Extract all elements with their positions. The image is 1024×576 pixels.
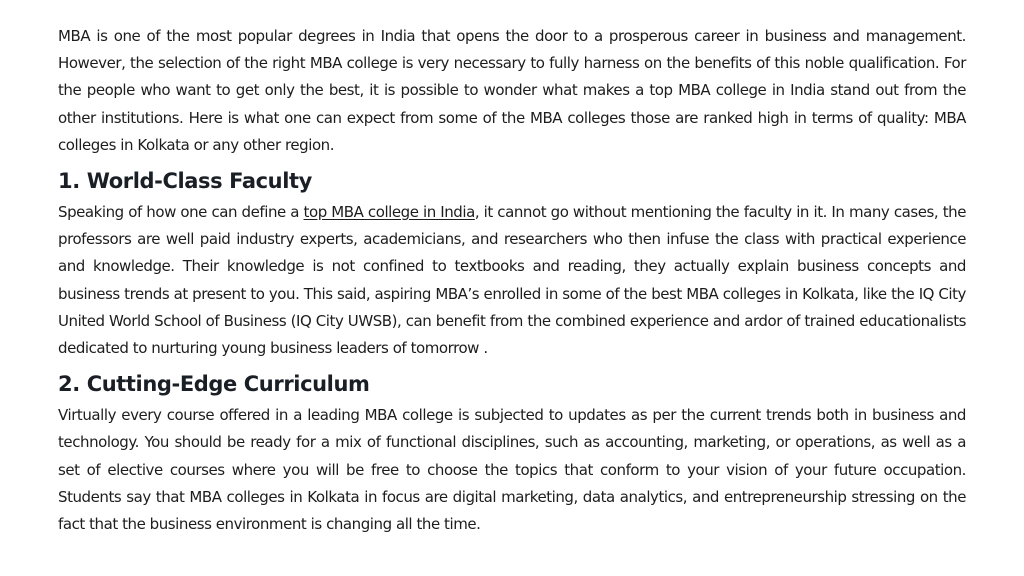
faculty-text-before-link: Speaking of how one can define a: [58, 203, 304, 222]
top-mba-college-link[interactable]: top MBA college in India: [303, 203, 475, 222]
faculty-text-after-link: , it cannot go without mentioning the faculty in it. In many cases, the professors are well paid industry experts, academicians, and researchers who then infuse the class with practical experience and knowledge. Their knowledge is not confined to textbooks and reading, they actually explain business concepts and business trends at present to you. This said, aspiring MBA’s enrolled in some of the best MBA colleges in Kolkata, like the IQ City United World School of Business (IQ City UWSB), can benefit from the combined experience and ardor of trained educationalists dedicated to nurturing young business leaders of tomorrow .: [58, 203, 966, 358]
curriculum-paragraph: Virtually every course offered in a leading MBA college is subjected to updates as per the current trends both in business and technology. You should be ready for a mix of functional disciplines, such as accounting, marketing, or operations, as well as a set of elective courses where you will be free to choose the topics that conform to your vision of your future occupation. Students say that MBA colleges in Kolkata in focus are digital marketing, data analytics, and entrepreneurship stressing on the fact that the business environment is changing all the time.: [58, 406, 966, 534]
intro-paragraph: MBA is one of the most popular degrees in India that opens the door to a prosperous career in business and management. However, the selection of the right MBA college is very necessary to fully harness on the benefits of this noble qualification. For the people who want to get only the best, it is possible to wonder what makes a top MBA college in India stand out from the other institutions. Here is what one can expect from some of the MBA colleges those are ranked high in terms of quality: MBA colleges in Kolkata or any other region.: [58, 27, 966, 154]
faculty-paragraph: [58, 199, 966, 362]
section-heading-faculty: 1. World-Class Faculty: [58, 169, 312, 194]
section-heading-curriculum: 2. Cutting-Edge Curriculum: [58, 372, 370, 397]
document-page: [58, 23, 966, 538]
